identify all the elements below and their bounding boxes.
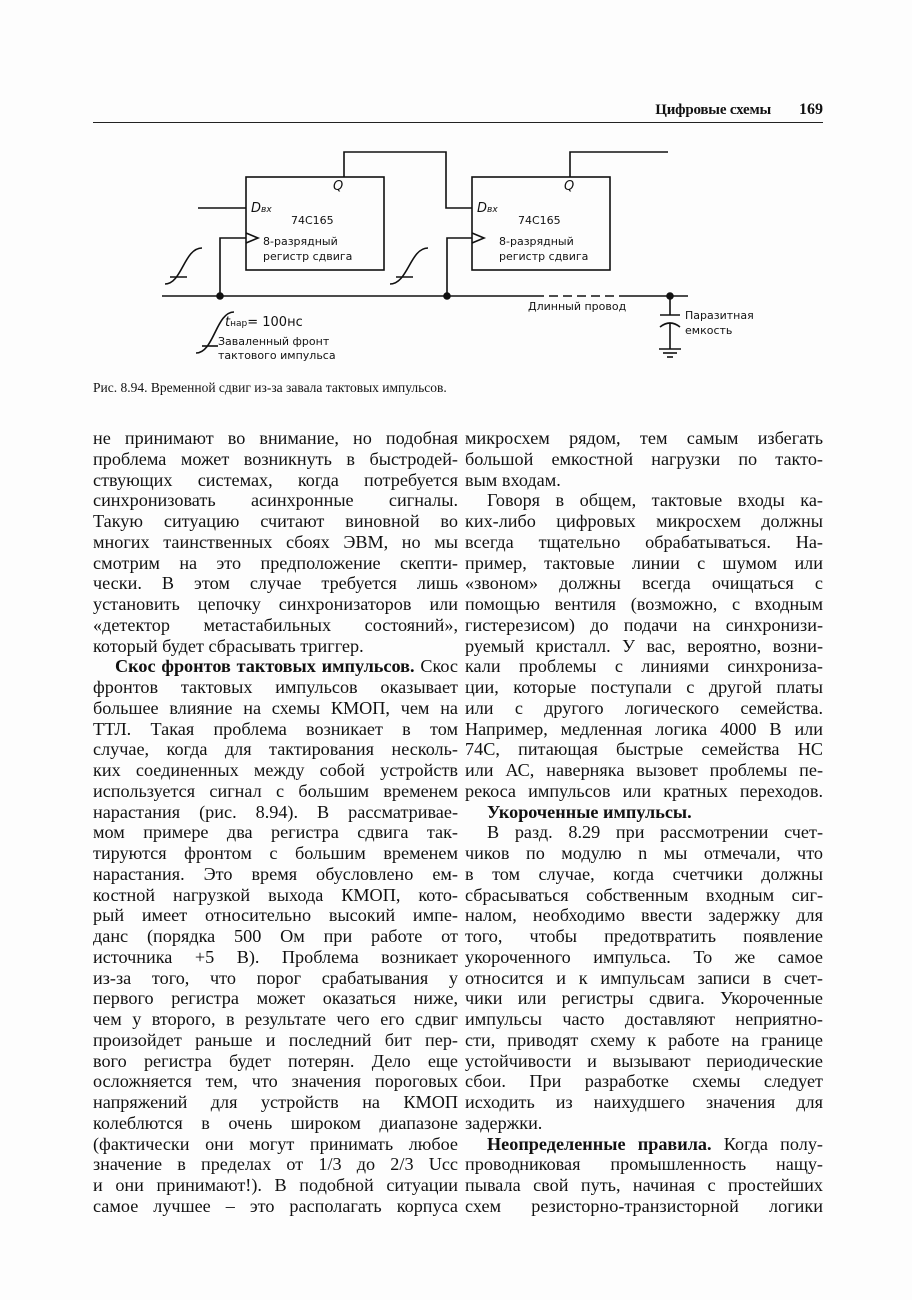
line-text: микросхем рядом, тем самым избегать — [465, 428, 823, 448]
register-2-q-label: Q — [564, 179, 575, 194]
text-line — [93, 926, 458, 947]
text-line — [93, 1071, 458, 1092]
line-text: который будет сбрасывать триггер. — [93, 635, 364, 656]
line-text: ких-либо цифровых микросхем должны — [465, 511, 823, 531]
text-line — [465, 968, 823, 989]
q1-to-d2-wire — [344, 152, 472, 208]
text-line — [93, 636, 458, 657]
line-text: помощью вентиля (возможно, с входным — [465, 594, 823, 614]
text-line — [93, 677, 458, 698]
line-text: В разд. 8.29 при рассмотрении счет- — [487, 822, 823, 843]
line-text: Например, медленная логика 4000 В или — [465, 718, 823, 739]
line-text: того, чтобы предотвратить появление — [465, 926, 823, 946]
junction-dot-3 — [666, 292, 674, 300]
line-text: чески. В этом случае требуется лишь — [93, 573, 458, 594]
line-text: относится и к импульсам записи в счет- — [465, 967, 823, 988]
figure-caption: Рис. 8.94. Временной сдвиг из-за завала тактовых импульсов. — [93, 380, 447, 395]
line-text: нарастания (рис. 8.94). В рассматривае- — [93, 801, 458, 822]
text-line — [93, 698, 458, 719]
left-column — [93, 428, 458, 1217]
text-line — [93, 573, 458, 594]
text-line — [465, 656, 823, 677]
register-1-d-label — [251, 202, 272, 217]
text-line — [93, 864, 458, 885]
text-line — [465, 677, 823, 698]
text-line — [465, 864, 823, 885]
text-line — [93, 760, 458, 781]
line-text: и они принимают!). В подобной ситуации — [93, 1175, 458, 1195]
text-line — [465, 1196, 823, 1217]
line-text: источника +5 В). Проблема возникает — [93, 946, 458, 967]
text-line — [93, 739, 458, 760]
clock-1-triangle — [246, 233, 258, 243]
line-text: фронтов тактовых импульсов оказывает — [93, 677, 458, 697]
text-line — [93, 1134, 458, 1155]
text-line — [93, 428, 458, 449]
register-1-desc-2: регистр сдвига — [263, 250, 353, 263]
register-2-desc-2: регистр сдвига — [499, 250, 589, 263]
line-text: рый имеет относительно высокий импе- — [93, 905, 458, 926]
line-text: большее влияние на схемы КМОП, чем на — [93, 697, 458, 718]
text-line — [465, 511, 823, 532]
line-text: используется сигнал с большим временем — [93, 780, 458, 801]
text-line — [93, 947, 458, 968]
line-text: первого регистра может оказаться ниже, — [93, 988, 458, 1009]
text-line — [93, 1113, 458, 1134]
text-line — [93, 553, 458, 574]
text-line — [465, 449, 823, 470]
line-text: исходить из наихудшего значения для — [465, 1092, 823, 1112]
line-text: устойчивости и вызывают периодические — [465, 1050, 823, 1071]
line-text: сбои. При разработке схемы следует — [465, 1071, 823, 1092]
text-line — [465, 781, 823, 802]
text-line — [465, 615, 823, 636]
text-line — [93, 1154, 458, 1175]
text-line — [465, 1175, 823, 1196]
text-line — [93, 802, 458, 823]
line-text: тируются фронтом с большим временем — [93, 843, 458, 863]
clock-2-wire — [447, 238, 472, 296]
line-text: сбрасываться собственным входным сиг- — [465, 884, 823, 905]
text-line — [93, 885, 458, 906]
rise-time-label — [225, 316, 303, 331]
register-1-d-subscript: вх — [261, 205, 272, 215]
line-text: колеблются в очень широком диапазоне — [93, 1112, 458, 1133]
line-text: вого регистра будет потерян. Дело еще — [93, 1050, 458, 1071]
slow-edge-symbol-2 — [390, 248, 428, 284]
line-text: кали проблемы с линиями синхрониза- — [465, 656, 823, 677]
text-line — [465, 428, 823, 449]
text-line — [465, 594, 823, 615]
right-column — [465, 428, 823, 1217]
text-line — [93, 470, 458, 491]
chapter-title: Цифровые схемы — [655, 102, 771, 118]
line-text: «детектор метастабильных состояний», — [93, 614, 458, 635]
text-line — [465, 926, 823, 947]
register-2-d-letter: D — [477, 201, 488, 216]
line-text: «звоном» должны всегда очищаться с — [465, 573, 823, 594]
line-text: чики или регистры сдвига. Укороченные — [465, 988, 823, 1009]
register-2-d-subscript: вх — [487, 205, 498, 215]
long-wire-label: Длинный провод — [528, 300, 627, 313]
text-line — [465, 532, 823, 553]
text-line — [93, 781, 458, 802]
q2-output-wire — [570, 152, 668, 177]
text-line — [465, 760, 823, 781]
text-line — [93, 843, 458, 864]
line-text: пример, тактовые линии с шумом или — [465, 552, 823, 573]
line-text: произойдет раньше и последний бит пер- — [93, 1029, 458, 1050]
register-2-chip: 74C165 — [518, 214, 561, 227]
register-1-d-letter: D — [251, 201, 262, 216]
text-line — [93, 449, 458, 470]
slow-edge-label-1: Заваленный фронт — [218, 335, 330, 348]
text-line — [465, 1154, 823, 1175]
text-line — [465, 1092, 823, 1113]
line-text: рекоса импульсов или кратных переходов. — [465, 780, 823, 801]
text-line — [465, 1030, 823, 1051]
line-text: не принимают во внимание, но подобная — [93, 428, 458, 448]
run-in-heading: Скос фронтов тактовых импульсов. — [115, 656, 415, 677]
line-text: ствующих системах, когда потребуется — [93, 469, 458, 490]
text-line — [465, 698, 823, 719]
text-line — [93, 822, 458, 843]
line-text: 74С, питающая быстрые семейства НС — [465, 739, 823, 760]
text-line — [465, 885, 823, 906]
line-text: задержки. — [465, 1112, 543, 1133]
rise-time-value: = 100нс — [247, 315, 303, 330]
text-line — [93, 594, 458, 615]
text-line — [93, 905, 458, 926]
line-text: самое лучшее – это располагать корпуса — [93, 1195, 458, 1216]
slow-edge-symbol-1 — [165, 248, 202, 284]
line-text: мом примере два регистра сдвига так- — [93, 822, 458, 843]
line-text: пывала свой путь, начиная с простейших — [465, 1175, 823, 1195]
line-text: многих таинственных сбоях ЭВМ, но мы — [93, 531, 458, 552]
clock-1-wire — [220, 238, 246, 296]
text-line — [465, 1051, 823, 1072]
line-text: чиков по модулю n мы отмечали, что — [465, 843, 823, 863]
line-text: руемый кристалл. У вас, вероятно, возни- — [465, 635, 823, 656]
line-text: сти, приводят схему к работе на границе — [465, 1029, 823, 1050]
text-line — [465, 822, 823, 843]
line-text: импульсы часто доставляют неприятно- — [465, 1009, 823, 1029]
rise-time-subscript: нар — [230, 319, 248, 329]
junction-dot-1 — [216, 292, 224, 300]
line-text: ции, которые поступали с другой платы — [465, 677, 823, 697]
text-line — [465, 802, 823, 823]
register-1-q-label: Q — [333, 179, 344, 194]
line-text: смотрим на это предположение скепти- — [93, 552, 458, 573]
text-line — [93, 1175, 458, 1196]
text-line — [465, 636, 823, 657]
line-text: Говоря в общем, тактовые входы ка- — [487, 490, 823, 511]
text-line — [465, 719, 823, 740]
line-text: (фактически они могут принимать любое — [93, 1133, 458, 1154]
register-1-desc-1: 8-разрядный — [263, 235, 338, 248]
line-text: проблема может возникнуть в быстродей- — [93, 448, 458, 469]
run-in-heading: Укороченные импульсы. — [487, 801, 692, 822]
slow-edge-label-2: тактового импульса — [218, 349, 336, 362]
text-line — [465, 988, 823, 1009]
text-line — [93, 968, 458, 989]
text-line — [465, 553, 823, 574]
text-line — [93, 656, 458, 677]
line-text: установить цепочку синхронизаторов или — [93, 594, 458, 614]
text-line — [465, 573, 823, 594]
text-line — [93, 490, 458, 511]
line-text: данс (порядка 500 Ом при работе от — [93, 926, 458, 946]
line-text: или с другого логического семейства. — [465, 697, 823, 718]
parasitic-label-2: емкость — [685, 324, 733, 337]
text-line — [465, 1009, 823, 1030]
text-line — [93, 1009, 458, 1030]
line-text: осложняется тем, что значения пороговых — [93, 1071, 458, 1092]
line-text: всегда тщательно обрабатываться. На- — [465, 531, 823, 552]
text-line — [465, 490, 823, 511]
clock-2-triangle — [472, 233, 484, 243]
text-line — [465, 470, 823, 491]
rise-time-symbol: t — [225, 315, 231, 330]
text-line — [93, 615, 458, 636]
register-2-desc-1: 8-разрядный — [499, 235, 574, 248]
line-text: из-за того, что порог срабатывания у — [93, 967, 458, 988]
line-text: или АС, наверняка вызовет проблемы пе- — [465, 760, 823, 780]
line-text: синхронизовать асинхронные сигналы. — [93, 490, 458, 511]
line-text: чем у второго, в результате чего его сдвиг — [93, 1009, 458, 1029]
register-2-d-label — [477, 202, 498, 217]
text-line — [93, 719, 458, 740]
figure-8-94 — [150, 140, 790, 370]
line-text: проводниковая промышленность нащу- — [465, 1154, 823, 1175]
text-line — [93, 1030, 458, 1051]
line-text: нарастания. Это время обусловлено ем- — [93, 863, 458, 884]
line-text: костной нагрузкой выхода КМОП, кото- — [93, 884, 458, 905]
text-line — [465, 1071, 823, 1092]
text-line — [93, 1051, 458, 1072]
running-head — [93, 100, 823, 123]
text-line — [465, 739, 823, 760]
line-text: укороченного импульса. То же самое — [465, 946, 823, 967]
line-text: большой емкостной нагрузки по такто- — [465, 448, 823, 469]
line-text: Когда полу- — [711, 1133, 823, 1154]
line-text: схем резисторно-транзисторной логики — [465, 1195, 823, 1216]
text-line — [465, 1113, 823, 1134]
line-text: гистерезисом) до подачи на синхронизи- — [465, 614, 823, 635]
line-text: ТТЛ. Такая проблема возникает в том — [93, 718, 458, 739]
text-line — [93, 532, 458, 553]
text-line — [465, 843, 823, 864]
line-text: напряжений для устройств на КМОП — [93, 1092, 458, 1112]
line-text: вым входам. — [465, 469, 561, 490]
line-text: в том случае, когда счетчики должны — [465, 863, 823, 884]
text-line — [93, 511, 458, 532]
run-in-heading: Неопределенные правила. — [487, 1133, 712, 1154]
text-line — [465, 905, 823, 926]
line-text: случае, когда для тактирования несколь- — [93, 739, 458, 760]
line-text: значение в пределах от 1/3 до 2/3 Uсс — [93, 1154, 458, 1175]
line-text: налом, необходимо ввести задержку для — [465, 905, 823, 926]
register-1-chip: 74C165 — [291, 214, 334, 227]
text-line — [465, 947, 823, 968]
junction-dot-2 — [443, 292, 451, 300]
text-line — [93, 1092, 458, 1113]
line-text: Скос — [414, 656, 458, 677]
line-text: ких соединенных между собой устройств — [93, 760, 458, 780]
parasitic-label-1: Паразитная — [685, 309, 754, 322]
text-line — [93, 1196, 458, 1217]
text-line — [93, 988, 458, 1009]
text-line — [465, 1134, 823, 1155]
line-text: Такую ситуацию считают виновной во — [93, 511, 458, 531]
page-number: 169 — [799, 101, 823, 118]
